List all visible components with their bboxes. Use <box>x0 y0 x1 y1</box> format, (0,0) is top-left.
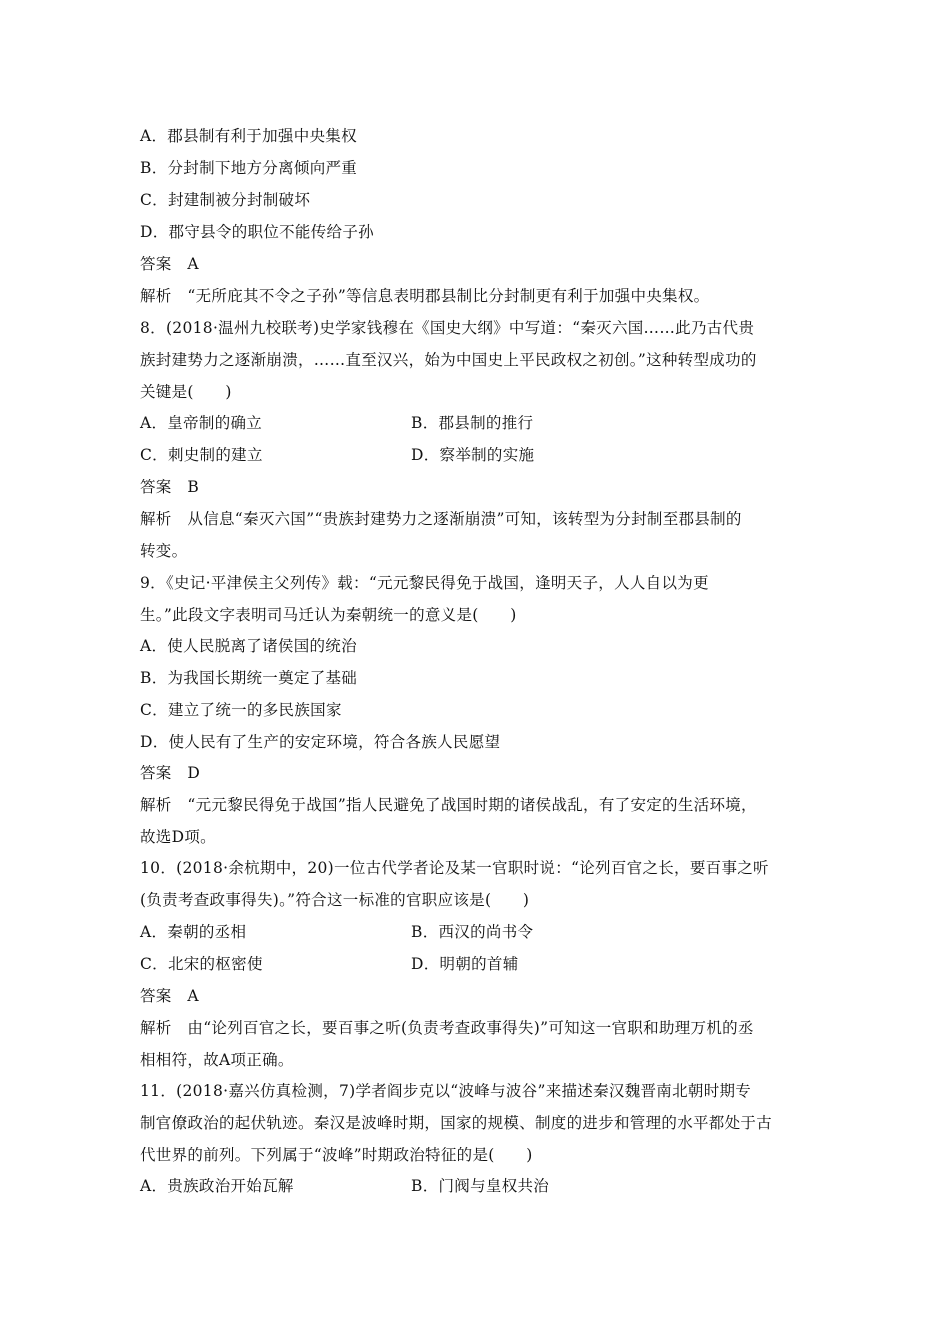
q10-answer: 答案 A <box>140 987 199 1005</box>
q9-stem-line: 生。”此段文字表明司马迁认为秦朝统一的意义是( ) <box>140 606 517 624</box>
q9-stem-line: 9．《史记·平津侯主父列传》载：“元元黎民得免于战国，逢明天子，人人自以为更 <box>140 574 709 592</box>
q11-option-b: B．门阀与皇权共治 <box>411 1177 550 1195</box>
q8-option-b: B．郡县制的推行 <box>411 414 534 432</box>
q7-option-d: D．郡守县令的职位不能传给子孙 <box>140 223 374 241</box>
q11-stem-line: 代世界的前列。下列属于“波峰”时期政治特征的是( ) <box>140 1146 533 1164</box>
q9-option-a: A．使人民脱离了诸侯国的统治 <box>140 637 357 655</box>
q8-option-d: D．察举制的实施 <box>411 446 535 464</box>
q11-option-a: A．贵族政治开始瓦解 <box>140 1177 294 1195</box>
q7-option-c: C．封建制被分封制破坏 <box>140 191 311 209</box>
q8-options-row <box>140 445 820 465</box>
q10-option-d: D．明朝的首辅 <box>411 955 519 973</box>
q10-option-b: B．西汉的尚书令 <box>411 923 534 941</box>
q10-options-row <box>140 922 820 942</box>
q8-options-row <box>140 413 820 433</box>
q11-stem-line: 制官僚政治的起伏轨迹。秦汉是波峰时期，国家的规模、制度的进步和管理的水平都处于古 <box>140 1114 773 1132</box>
q10-stem-line: 10．(2018·余杭期中，20)一位古代学者论及某一官职时说：“论列百官之长，要百事之听 <box>140 859 769 877</box>
q8-analysis-line: 解析 从信息“秦灭六国”“贵族封建势力之逐渐崩溃”可知，该转型为分封制至郡县制的 <box>140 510 742 528</box>
q11-options-row <box>140 1176 820 1196</box>
q9-option-d: D．使人民有了生产的安定环境，符合各族人民愿望 <box>140 733 501 751</box>
q7-analysis-line: 解析 “无所庇其不令之子孙”等信息表明郡县制比分封制更有利于加强中央集权。 <box>140 287 710 305</box>
q7-option-b: B．分封制下地方分离倾向严重 <box>140 159 358 177</box>
q9-option-b: B．为我国长期统一奠定了基础 <box>140 669 358 687</box>
q7-option-a: A．郡县制有利于加强中央集权 <box>140 127 357 145</box>
q8-stem-line: 族封建势力之逐渐崩溃，……直至汉兴，始为中国史上平民政权之初创。”这种转型成功的 <box>140 351 757 369</box>
q9-option-c: C．建立了统一的多民族国家 <box>140 701 342 719</box>
q8-stem-line: 8．(2018·温州九校联考)史学家钱穆在《国史大纲》中写道：“秦灭六国……此乃古代贵 <box>140 319 755 337</box>
q9-analysis-line: 故选D项。 <box>140 828 216 846</box>
q11-stem-line: 11．(2018·嘉兴仿真检测，7)学者阎步克以“波峰与波谷”来描述秦汉魏晋南北朝时期专 <box>140 1082 752 1100</box>
q8-option-a: A．皇帝制的确立 <box>140 414 263 432</box>
q10-option-a: A．秦朝的丞相 <box>140 923 247 941</box>
q10-options-row <box>140 954 820 974</box>
q10-analysis-line: 解析 由“论列百官之长，要百事之听(负责考查政事得失)”可知这一官职和助理万机的丞 <box>140 1019 754 1037</box>
q9-analysis-line: 解析 “元元黎民得免于战国”指人民避免了战国时期的诸侯战乱，有了安定的生活环境， <box>140 796 757 814</box>
q9-answer: 答案 D <box>140 764 201 782</box>
q7-answer: 答案 A <box>140 255 199 273</box>
q10-stem-line: (负责考查政事得失)。”符合这一标准的官职应该是( ) <box>140 891 530 909</box>
q8-option-c: C．刺史制的建立 <box>140 446 263 464</box>
q8-answer: 答案 B <box>140 478 200 496</box>
q10-analysis-line: 相相符，故A项正确。 <box>140 1051 294 1069</box>
q8-analysis-line: 转变。 <box>140 542 188 560</box>
q8-stem-line: 关键是( ) <box>140 383 232 401</box>
q10-option-c: C．北宋的枢密使 <box>140 955 263 973</box>
